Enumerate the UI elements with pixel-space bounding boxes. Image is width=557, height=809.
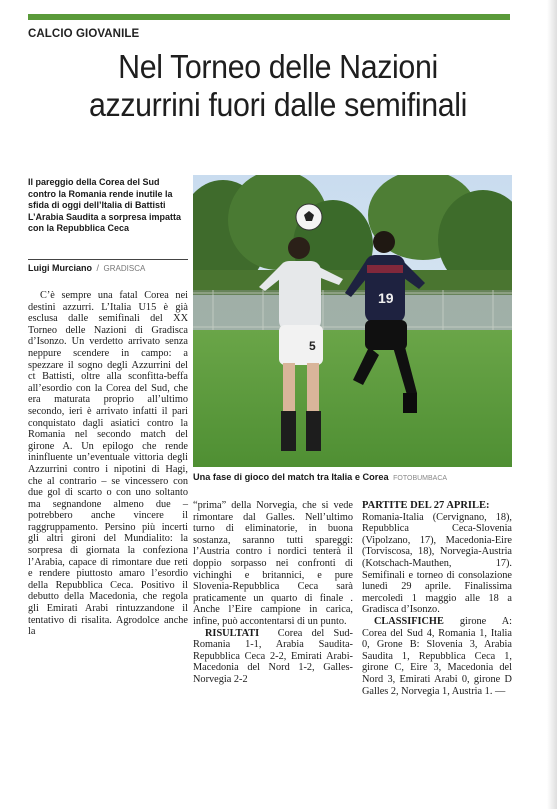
standings-label: CLASSIFICHE — [374, 615, 444, 627]
match-photo — [193, 175, 512, 467]
standings-block — [362, 616, 512, 697]
article-col-3 — [362, 500, 512, 697]
fixtures-heading: PARTITE DEL 27 APRILE: — [362, 500, 490, 511]
article-paragraph-1: C’è sempre una fatal Corea nei destini azzurri. L’Italia U15 è già esclusa dalle semifinali del XX Torneo delle Nazioni di Gradisca d’Isonzo. Un verdetto arrivato senza neppure scendere in campo: a spezzare il sogno degli Azzurrini del ct Battisti, oltre alla sconfitta-beffa all’esordio con la Corea del Sud, che era maturata proprio all’ultimo secondo, ieri è arrivato infatti il pari conquistato dagli asiatici contro la Romania nel secondo match del girone A. Un epilogo che rende ininfluente un’eventuale vittoria degli Azzurrini contro i nipotini di Hagi, che al contrario – se vincessero con due gol di scarto o con uno soltanto ma segnandone almeno due – potrebbero anche vincere il raggruppamento. Persino più incerti gli altri gironi del Mundialito: la sorpresa di giornata la confeziona l’Arabia, capace di rimontare due reti e rendere piuttosto amaro l’esordio della Repubblica Ceca. Positivo il debutto della Macedonia, che regola gli Emirati Arabi rintuzzandone il tentativo di risalita. Agrodolce anche la — [28, 290, 188, 638]
byline — [28, 259, 188, 273]
caption-credit: FOTOBUMBACA — [393, 475, 448, 482]
results-block — [193, 628, 353, 686]
byline-separator: / — [96, 263, 100, 273]
headline-line-2: azzurrini fuori dalle semifinali — [88, 86, 468, 123]
fixtures-text: Romania-Italia (Cervignano, 18), Repubblica Ceca-Slovenia (Vipolzano, 17), Macedonia-Eire (Torviscosa, 18), Norvegia-Austria (Kotschach-Mauthen, 17). Semifinali e torneo di consolazione lunedì 29 aprile. Finalissima mercoledì 1 maggio alle 18 a Gradisca d’Isonzo. — [362, 511, 512, 616]
article-paragraph-2: “prima” della Norvegia, che si vede rimontare dal Galles. Nell’ultimo turno di eliminatorie, in buona sostanza, saranno tutti spareggi: l’Austria contro i nordici tenterà il doppio sorpasso nei confronti di vichinghi e britannici, e pure Slovenia-Repubblica Ceca sarà praticamente un quarto di finale . Anche l’Eire campione in carica, infine, può accontentarsi di un punto. — [193, 500, 353, 627]
page-shadow — [547, 0, 557, 809]
section-label: CALCIO GIOVANILE — [28, 28, 140, 40]
soccer-ball-icon — [296, 204, 322, 230]
headline-line-1: Nel Torneo delle Nazioni — [118, 48, 438, 85]
headline — [39, 48, 517, 124]
section-rule — [28, 14, 510, 20]
summary: Il pareggio della Corea del Sud contro la Romania rende inutile la sfida di oggi dell’Italia di Battisti L’Arabia Saudita a sorpresa impatta con la Repubblica Ceca — [28, 177, 182, 234]
article-col-2 — [193, 500, 353, 686]
standings-text: girone A: Corea del Sud 4, Romania 1, Italia 0, Grone B: Slovenia 3, Arabia Saudita 1, Repubblica Ceca 1, girone C, Eire 3, Macedonia del Nord 3, Emirati Arabi 0, girone D Galles 2, Norvegia 1, Austria 1. — — [362, 615, 512, 697]
jersey-number-5: 5 — [309, 339, 316, 353]
caption-text: Una fase di gioco del match tra Italia e Corea — [193, 472, 389, 482]
photo-caption — [193, 472, 512, 482]
results-text: Corea del Sud-Romania 1-1, Arabia Saudita-Repubblica Ceca 2-2, Emirati Arabi-Macedonia del Nord 1-2, Galles-Norvegia 2-2 — [193, 627, 353, 685]
byline-author: Luigi Murciano — [28, 263, 92, 273]
results-label: RISULTATI — [205, 627, 260, 639]
article-col-1 — [28, 290, 188, 638]
byline-location: GRADISCA — [103, 264, 146, 273]
jersey-number-19: 19 — [378, 290, 394, 306]
